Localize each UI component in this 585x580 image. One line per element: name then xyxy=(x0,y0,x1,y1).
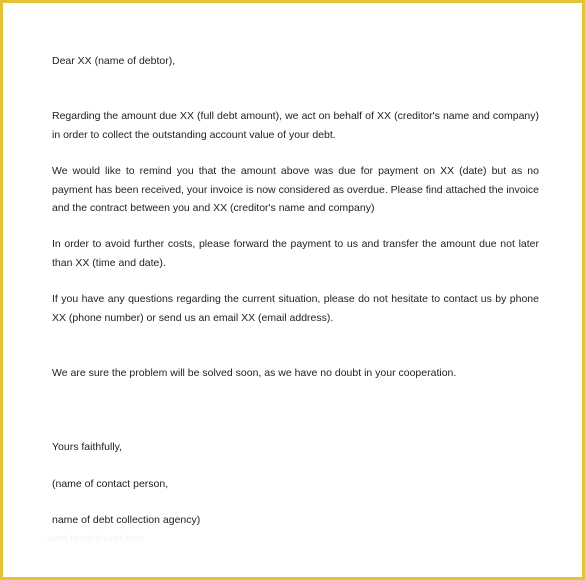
closing: Yours faithfully, xyxy=(52,441,123,453)
paragraph-avoid-costs: In order to avoid further costs, please forward the payment to us and transfer the amount due not later than XX (time and date). xyxy=(52,238,539,269)
agency-name: name of debt collection agency) xyxy=(52,514,201,526)
paragraph-payment-reminder: We would like to remind you that the amount above was due for payment on XX (date) but as no payment has been received, your invoice is now considered as overdue. Please find attached the invoice and the contract between you and XX (creditor's name and company) xyxy=(52,165,539,214)
contact-person: (name of contact person, xyxy=(52,478,169,490)
paragraph-debt-amount: Regarding the amount due XX (full debt amount), we act on behalf of XX (creditor's name and company) in order to collect the outstanding account value of your debt. xyxy=(52,110,539,141)
paragraph-cooperation: We are sure the problem will be solved soon, as we have no doubt in your cooperation. xyxy=(52,367,457,379)
salutation: Dear XX (name of debtor), xyxy=(52,55,176,67)
watermark: www.templatezet.com xyxy=(47,533,145,543)
paragraph-contact-info: If you have any questions regarding the current situation, please do not hesitate to contact us by phone XX (phone number) or send us an email XX (email address). xyxy=(52,293,539,324)
letter-body xyxy=(52,47,539,526)
